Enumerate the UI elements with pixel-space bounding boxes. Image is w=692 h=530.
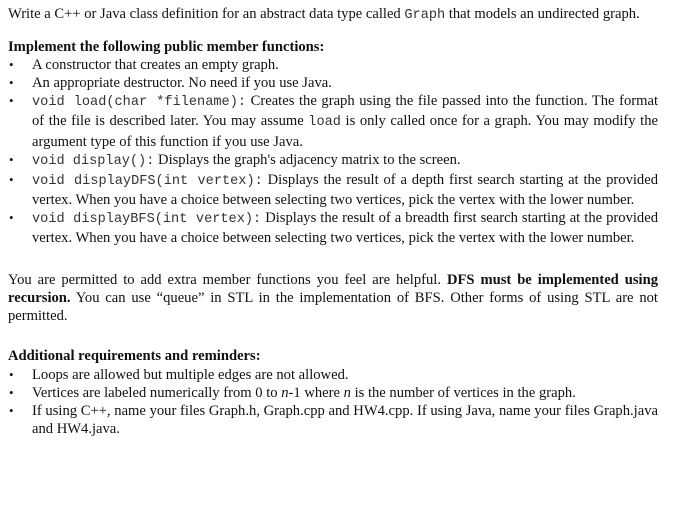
item-text: Loops are allowed but multiple edges are not allowed. [32, 366, 349, 383]
list-item-destructor [8, 74, 658, 92]
item-code: void displayDFS(int vertex): [32, 173, 263, 189]
item-var-n: n [343, 384, 351, 401]
item-text: A constructor that creates an empty graph. [32, 57, 279, 74]
intro-text-2: that models an undirected graph. [445, 6, 640, 22]
list-item-load [8, 92, 658, 150]
item-text-2: -1 where [288, 384, 344, 401]
list-item-loops [8, 366, 658, 384]
list-item-vertices [8, 384, 658, 402]
bullet-icon: • [9, 209, 14, 225]
item-text-1: Creates the graph using the file passed into the function. The format of the file is described later. You may assume [32, 93, 658, 130]
bullet-icon: • [9, 402, 14, 418]
intro-text-1: Write a C++ or Java class definition for an abstract data type called [8, 6, 405, 22]
requirements-heading: Additional requirements and reminders: [8, 348, 261, 365]
item-text: Displays the result of a depth first search starting at the provided vertex. When you have a choice between selecting two vertices, pick the vertex with the lower number. [32, 171, 658, 208]
item-text: If using C++, name your files Graph.h, Graph.cpp and HW4.cpp. If using Java, name your files Graph.java and HW4.java. [32, 402, 658, 437]
list-item-filenames [8, 402, 658, 438]
public-functions-heading: Implement the following public member functions: [8, 39, 325, 56]
extra-functions-paragraph [8, 271, 658, 325]
list-item-display-bfs [8, 209, 658, 247]
intro-paragraph [8, 5, 658, 25]
bullet-icon: • [9, 384, 14, 400]
bullet-icon: • [9, 93, 14, 109]
intro-code-graph: Graph [404, 8, 446, 23]
bullet-icon: • [9, 75, 14, 91]
item-var-n: n [281, 384, 289, 401]
item-code: void load(char *filename): [32, 95, 247, 111]
item-text: Displays the graph's adjacency matrix to the screen. [154, 151, 461, 168]
list-item-constructor [8, 56, 658, 74]
item-code: void displayBFS(int vertex): [32, 211, 262, 227]
item-text: An appropriate destructor. No need if you use Java. [32, 75, 332, 92]
assignment-document [8, 5, 658, 438]
extra-bold-dfs: DFS must be implemented using recursion. [8, 272, 658, 307]
item-text-2: is only called once for a graph. You may modify the argument type of this function if you use Java. [32, 113, 658, 150]
list-item-display-dfs [8, 171, 658, 209]
item-text-1: Vertices are labeled numerically from 0 to [32, 384, 282, 401]
bullet-icon: • [9, 57, 14, 73]
requirements-list [8, 366, 658, 438]
bullet-icon: • [9, 366, 14, 382]
bullet-icon: • [9, 151, 14, 167]
item-text: Displays the result of a breadth first search starting at the provided vertex. When you have a choice between selecting two vertices, pick the vertex with the lower number. [32, 209, 658, 247]
list-item-display [8, 151, 658, 171]
item-text-3: is the number of vertices in the graph. [350, 384, 576, 401]
extra-text-2: You can use “queue” in STL in the implementation of BFS. Other forms of using STL are not permitted. [8, 290, 658, 325]
extra-text-1: You are permitted to add extra member functions you feel are helpful. [8, 272, 447, 289]
public-functions-list [8, 56, 658, 247]
item-code-load: load [308, 115, 341, 131]
bullet-icon: • [9, 171, 14, 187]
item-code: void display(): [32, 153, 155, 169]
